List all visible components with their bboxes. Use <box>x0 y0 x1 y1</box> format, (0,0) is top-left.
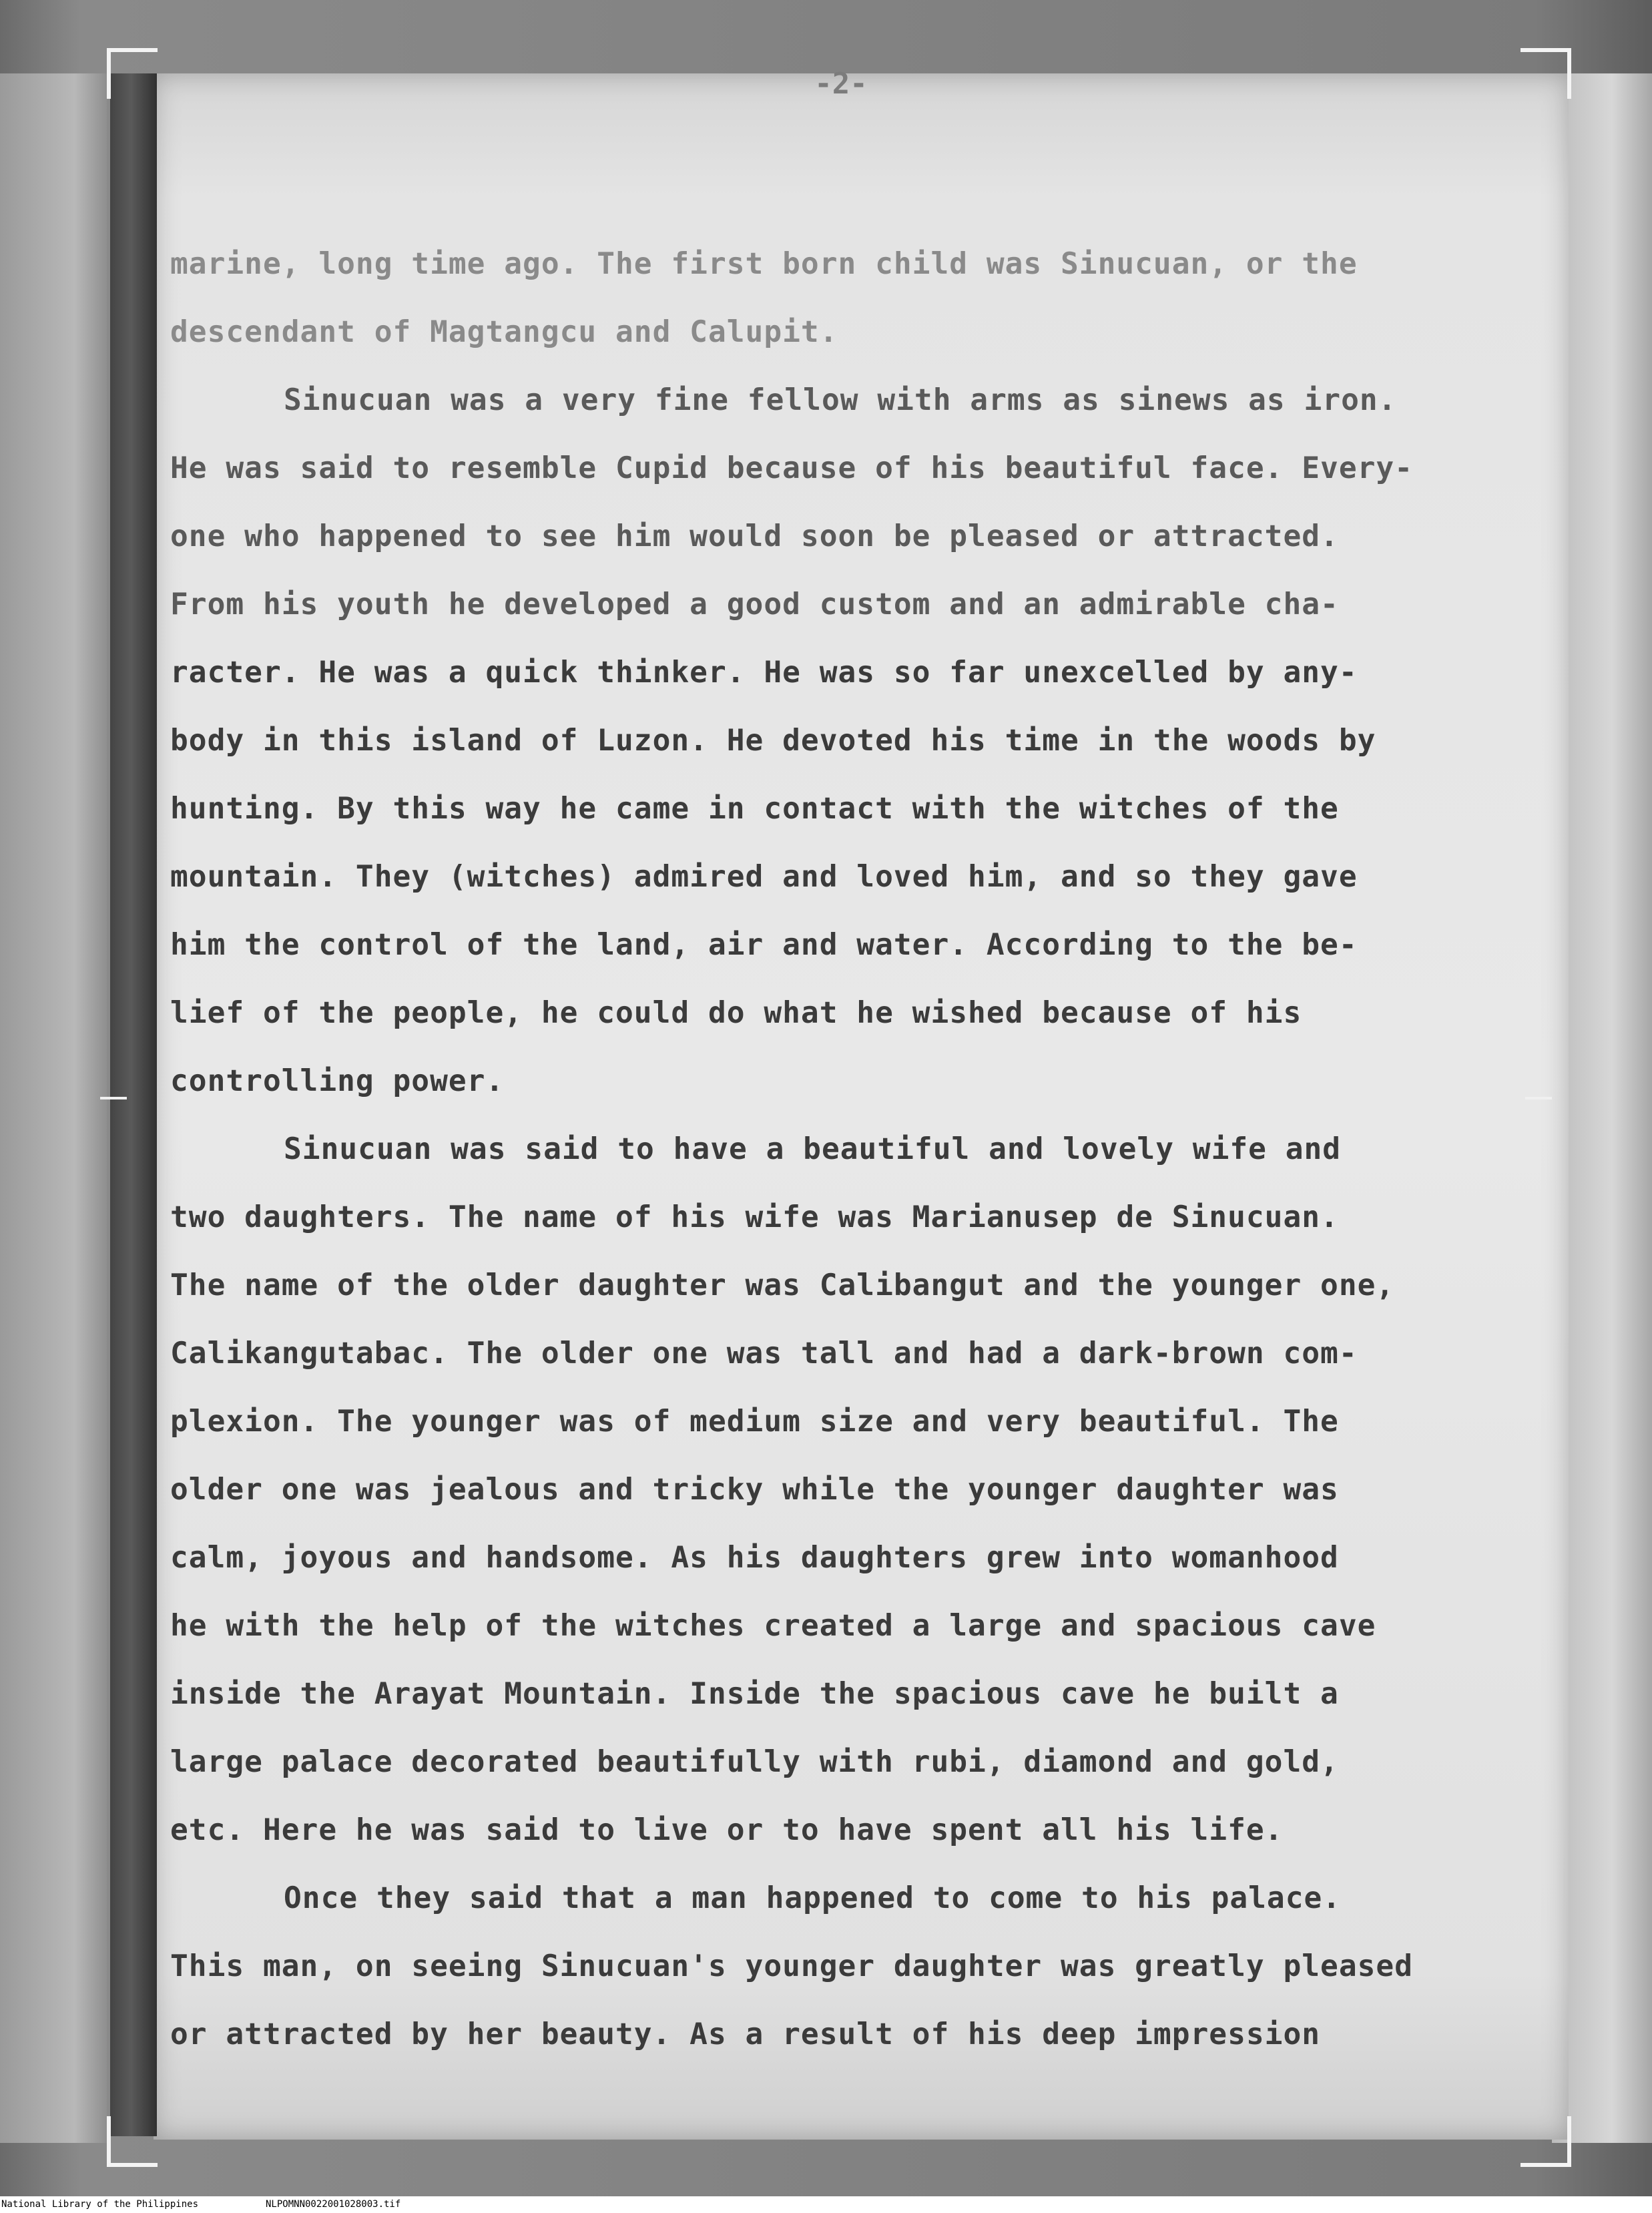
text-line: hunting. By this way he came in contact with the witches of the <box>170 792 1339 826</box>
text-line: controlling power. <box>170 1064 505 1098</box>
file-identifier: NLPOMNN0022001028003.tif <box>266 2199 401 2210</box>
binding-shadow <box>110 73 157 2136</box>
text-line: plexion. The younger was of medium size and very beautiful. The <box>170 1405 1339 1439</box>
text-line: He was said to resemble Cupid because of his beautiful face. Every- <box>170 451 1414 485</box>
text-line: large palace decorated beautifully with rubi, diamond and gold, <box>170 1745 1339 1779</box>
text-line: mountain. They (witches) admired and loved him, and so they gave <box>170 860 1358 894</box>
text-line: inside the Arayat Mountain. Inside the spacious cave he built a <box>170 1677 1339 1711</box>
library-credit: National Library of the Philippines <box>1 2199 199 2210</box>
text-line: Sinucuan was a very fine fellow with arms as sinews as iron. <box>284 383 1397 417</box>
page-number: -2- <box>814 67 868 101</box>
text-line: The name of the older daughter was Calibangut and the younger one, <box>170 1268 1395 1302</box>
text-line: descendant of Magtangcu and Calupit. <box>170 315 838 349</box>
text-line: Calikangutabac. The older one was tall and had a dark-brown com- <box>170 1336 1358 1371</box>
text-line: him the control of the land, air and water. According to the be- <box>170 928 1358 962</box>
crop-mark-bottom-left <box>107 2116 158 2167</box>
text-line: This man, on seeing Sinucuan's younger daughter was greatly pleased <box>170 1949 1414 1983</box>
text-line: two daughters. The name of his wife was Marianusep de Sinucuan. <box>170 1200 1339 1234</box>
text-line: he with the help of the witches created a large and spacious cave <box>170 1609 1376 1643</box>
text-line: marine, long time ago. The first born child was Sinucuan, or the <box>170 247 1358 281</box>
text-line: one who happened to see him would soon be pleased or attracted. <box>170 519 1339 553</box>
footer-bar <box>0 2196 1652 2213</box>
text-line: calm, joyous and handsome. As his daughters grew into womanhood <box>170 1541 1339 1575</box>
typed-text-body <box>170 230 1492 2069</box>
text-line: or attracted by her beauty. As a result of his deep impression <box>170 2017 1321 2051</box>
left-page-edge <box>0 73 107 2143</box>
text-line: older one was jealous and tricky while the younger daughter was <box>170 1473 1339 1507</box>
crop-mark-bottom-right <box>1521 2116 1571 2167</box>
text-line: lief of the people, he could do what he wished because of his <box>170 996 1302 1030</box>
text-line: Once they said that a man happened to come to his palace. <box>284 1881 1342 1915</box>
text-line: body in this island of Luzon. He devoted his time in the woods by <box>170 724 1376 758</box>
crop-tick-right <box>1525 1097 1552 1099</box>
text-line: racter. He was a quick thinker. He was so far unexcelled by any- <box>170 656 1358 690</box>
text-line: etc. Here he was said to live or to have spent all his life. <box>170 1813 1284 1847</box>
crop-mark-top-left <box>107 48 158 99</box>
text-line: Sinucuan was said to have a beautiful and lovely wife and <box>284 1132 1342 1166</box>
crop-tick-left <box>100 1097 127 1099</box>
crop-mark-top-right <box>1521 48 1571 99</box>
text-line: From his youth he developed a good custom and an admirable cha- <box>170 587 1339 622</box>
